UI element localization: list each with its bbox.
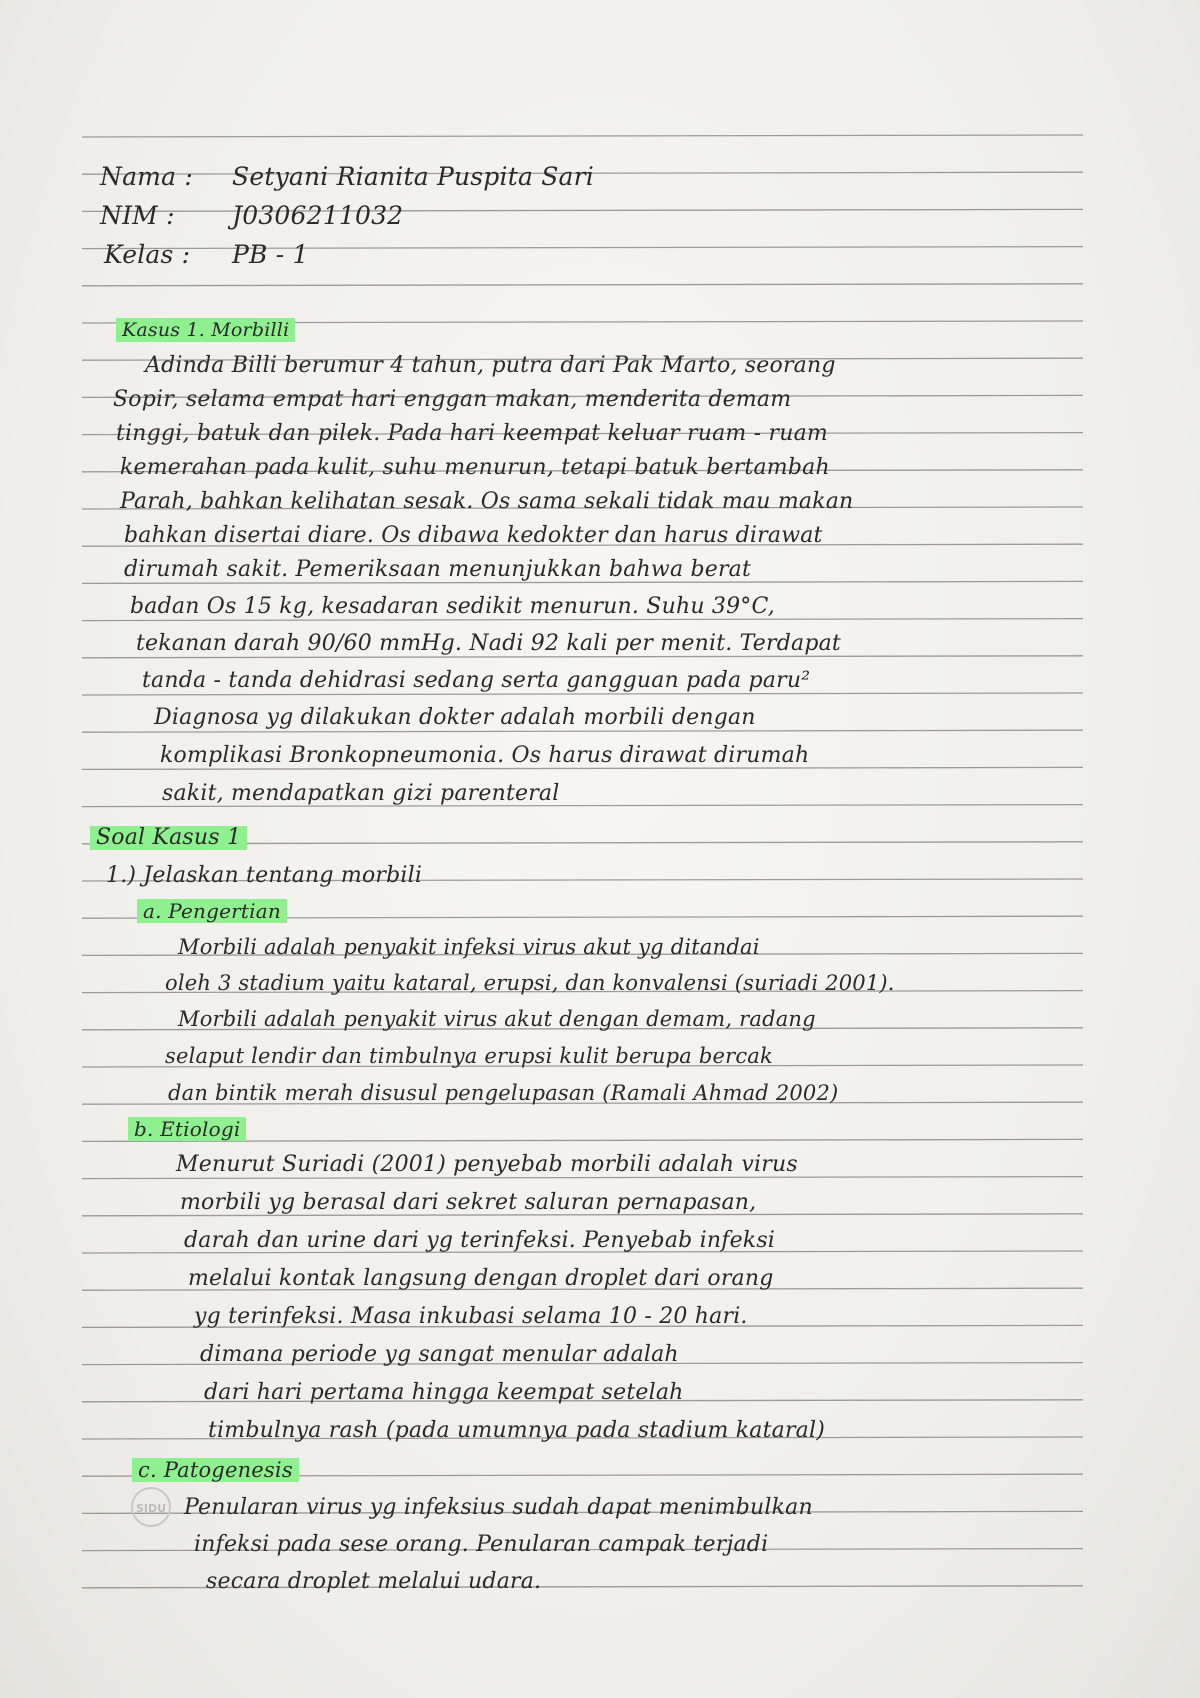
etiologi-line (0, 1267, 1200, 1291)
kasus-text: bahkan disertai diare. Os dibawa kedokter dan harus dirawat (124, 523, 823, 548)
kasus-text: komplikasi Bronkopneumonia. Os harus dirawat dirumah (160, 743, 810, 768)
kasus-line (0, 706, 1200, 730)
kasus-line (0, 595, 1200, 619)
kasus-text: badan Os 15 kg, kesadaran sedikit menurun. Suhu 39°C, (130, 594, 775, 619)
pengertian-text: selaput lendir dan timbulnya erupsi kulit berupa bercak (165, 1044, 773, 1068)
kasus-line (0, 558, 1200, 582)
pengertian-text: Morbili adalah penyakit infeksi virus akut yg ditandai (178, 935, 760, 959)
soal-heading: Soal Kasus 1 (90, 826, 247, 850)
pengertian-line (0, 1044, 1200, 1068)
etiologi-line (0, 1305, 1200, 1329)
kasus-text: Diagnosa yg dilakukan dokter adalah morbili dengan (154, 705, 756, 730)
kelas-label: Kelas : (104, 240, 191, 269)
kasus-line (0, 354, 1200, 378)
etiologi-line (0, 1381, 1200, 1405)
kelas-line (0, 240, 1200, 269)
kasus-text: Parah, bahkan kelihatan sesak. Os sama sekali tidak mau makan (120, 489, 854, 514)
etiologi-text: darah dan urine dari yg terinfeksi. Penyebab infeksi (184, 1228, 776, 1253)
pengertian-text: Morbili adalah penyakit virus akut dengan demam, radang (178, 1007, 816, 1031)
section-heading-line (0, 1117, 1200, 1141)
section-heading-patogenesis: c. Patogenesis (132, 1458, 299, 1482)
kasus-line (0, 490, 1200, 514)
pengertian-line (0, 935, 1200, 959)
etiologi-text: yg terinfeksi. Masa inkubasi selama 10 - 20 hari. (194, 1304, 748, 1329)
kasus-text: tinggi, batuk dan pilek. Pada hari keempat keluar ruam - ruam (116, 421, 828, 446)
etiologi-text: timbulnya rash (pada umumnya pada stadium kataral) (208, 1418, 825, 1443)
section-heading-line (0, 899, 1200, 923)
nim-value: J0306211032 (232, 201, 404, 230)
pengertian-line (0, 1081, 1200, 1105)
kasus-line (0, 456, 1200, 480)
etiologi-line (0, 1343, 1200, 1367)
etiologi-line (0, 1229, 1200, 1253)
etiologi-text: morbili yg berasal dari sekret saluran pernapasan, (180, 1190, 757, 1215)
patogenesis-text: Penularan virus yg infeksius sudah dapat menimbulkan (184, 1495, 813, 1520)
section-heading-pengertian: a. Pengertian (137, 899, 287, 923)
section-heading-line (0, 1458, 1200, 1482)
kasus-text: tanda - tanda dehidrasi sedang serta gangguan pada paru² (142, 668, 811, 693)
etiologi-text: Menurut Suriadi (2001) penyebab morbili adalah virus (176, 1152, 798, 1177)
etiologi-line (0, 1153, 1200, 1177)
pengertian-line (0, 1007, 1200, 1031)
etiologi-line (0, 1419, 1200, 1443)
nim-line (0, 201, 1200, 230)
nim-label: NIM : (100, 201, 175, 230)
patogenesis-line (0, 1533, 1200, 1557)
kasus-line (0, 632, 1200, 656)
etiologi-text: dari hari pertama hingga keempat setelah (204, 1380, 684, 1405)
pengertian-text: oleh 3 stadium yaitu kataral, erupsi, dan konvalensi (suriadi 2001). (165, 971, 895, 995)
nama-label: Nama : (100, 162, 193, 191)
nama-line (0, 162, 1200, 191)
kasus-line (0, 782, 1200, 806)
kasus-line (0, 388, 1200, 412)
etiologi-text: melalui kontak langsung dengan droplet dari orang (188, 1266, 774, 1291)
kasus-heading-line (0, 318, 1200, 342)
kasus-text: dirumah sakit. Pemeriksaan menunjukkan bahwa berat (124, 557, 752, 582)
etiologi-text: dimana periode yg sangat menular adalah (200, 1342, 679, 1367)
question-line (0, 864, 1200, 888)
kasus-line (0, 524, 1200, 548)
kelas-value: PB - 1 (232, 240, 309, 269)
patogenesis-line (0, 1570, 1200, 1594)
kasus-text: sakit, mendapatkan gizi parenteral (162, 781, 560, 806)
pengertian-text: dan bintik merah disusul pengelupasan (Ramali Ahmad 2002) (168, 1081, 839, 1105)
question-text: 1.) Jelaskan tentang morbili (106, 863, 423, 888)
kasus-text: kemerahan pada kulit, suhu menurun, tetapi batuk bertambah (120, 455, 830, 480)
kasus-text: tekanan darah 90/60 mmHg. Nadi 92 kali per menit. Terdapat (136, 631, 841, 656)
kasus-heading: Kasus 1. Morbilli (116, 318, 295, 342)
etiologi-line (0, 1191, 1200, 1215)
soal-heading-line (0, 826, 1200, 850)
kasus-line (0, 422, 1200, 446)
pengertian-line (0, 971, 1200, 995)
patogenesis-text: infeksi pada sese orang. Penularan campak terjadi (194, 1532, 769, 1557)
patogenesis-line (0, 1496, 1200, 1520)
patogenesis-text: secara droplet melalui udara. (206, 1569, 542, 1594)
kasus-text: Adinda Billi berumur 4 tahun, putra dari Pak Marto, seorang (145, 353, 836, 378)
kasus-line (0, 669, 1200, 693)
sidu-logo: SIDU (131, 1487, 171, 1527)
nama-value: Setyani Rianita Puspita Sari (232, 162, 594, 191)
kasus-line (0, 744, 1200, 768)
kasus-text: Sopir, selama empat hari enggan makan, menderita demam (113, 387, 792, 412)
section-heading-etiologi: b. Etiologi (128, 1117, 246, 1141)
